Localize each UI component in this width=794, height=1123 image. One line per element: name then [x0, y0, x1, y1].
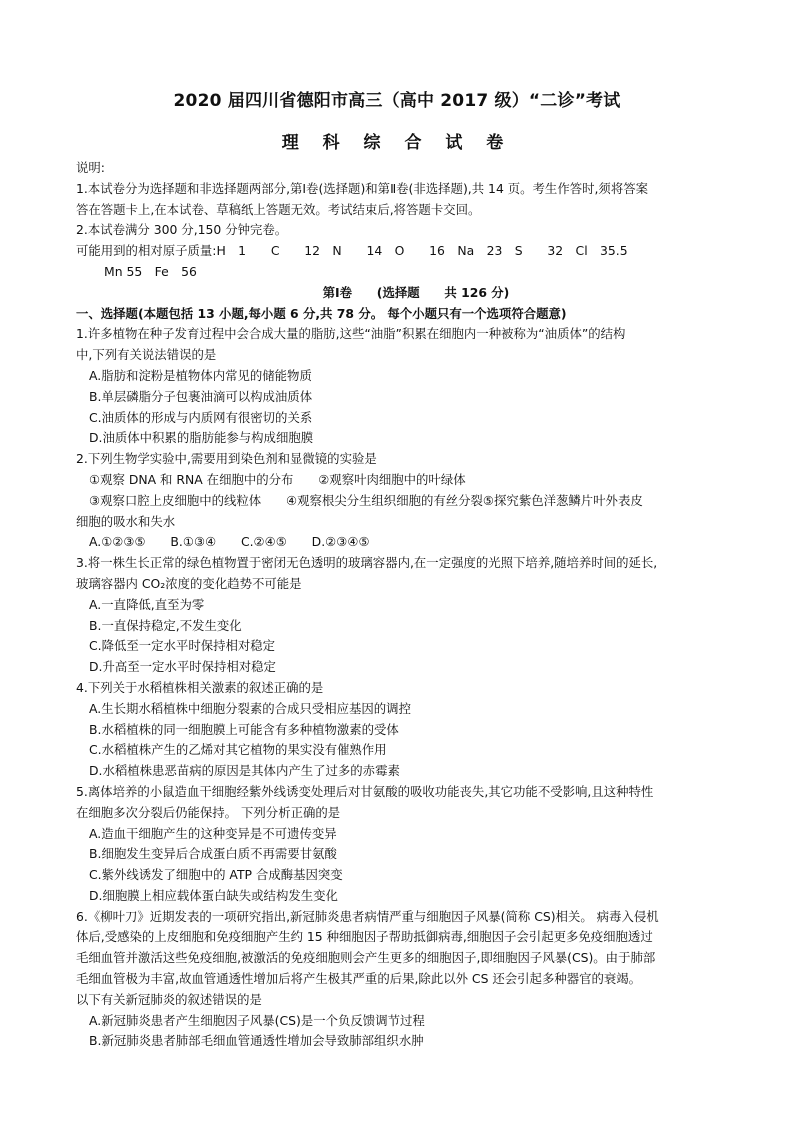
exam-subtitle: 理 科 综 合 试 卷 [281, 133, 513, 153]
q1-option-a: A.脂肪和淀粉是植物体内常见的储能物质 [89, 367, 312, 383]
atomic-mass-line-1: 可能用到的相对原子质量:H 1 C 12 N 14 O 16 Na 23 S 32 Cl 35.5 [76, 243, 628, 259]
q5-option-b: B.细胞发生变异后合成蛋白质不再需要甘氨酸 [89, 846, 337, 862]
note-1-line-1: 1.本试卷分为选择题和非选择题两部分,第Ⅰ卷(选择题)和第Ⅱ卷(非选择题),共 14 页。考生作答时,须将答案 [76, 180, 648, 196]
q3-option-a: A.一直降低,直至为零 [89, 596, 205, 612]
q2-items-line-2: ③观察口腔上皮细胞中的线粒体 ④观察根尖分生组织细胞的有丝分裂⑤探究紫色洋葱鳞片叶外表皮 [89, 492, 643, 508]
atomic-mass-line-2: Mn 55 Fe 56 [104, 263, 197, 279]
q2-stem: 2.下列生物学实验中,需要用到染色剂和显微镜的实验是 [76, 451, 377, 467]
q1-option-d: D.油质体中积累的脂肪能参与构成细胞膜 [89, 430, 314, 446]
q3-option-c: C.降低至一定水平时保持相对稳定 [89, 638, 276, 654]
q5-option-a: A.造血干细胞产生的这种变异是不可遗传变异 [89, 825, 337, 841]
note-1-line-2: 答在答题卡上,在本试卷、草稿纸上答题无效。考试结束后,将答题卡交回。 [76, 201, 481, 217]
q4-stem: 4.下列关于水稻植株相关激素的叙述正确的是 [76, 679, 324, 695]
q6-stem-line-5: 以下有关新冠肺炎的叙述错误的是 [76, 991, 262, 1007]
q4-option-a: A.生长期水稻植株中细胞分裂素的合成只受相应基因的调控 [89, 700, 411, 716]
q4-option-d: D.水稻植株患恶苗病的原因是其体内产生了过多的赤霉素 [89, 763, 400, 779]
q1-option-b: B.单层磷脂分子包裹油滴可以构成油质体 [89, 388, 313, 404]
q4-option-c: C.水稻植株产生的乙烯对其它植物的果实没有催熟作用 [89, 742, 387, 758]
note-2: 2.本试卷满分 300 分,150 分钟完卷。 [76, 222, 288, 238]
q4-option-b: B.水稻植株的同一细胞膜上可能含有多种植物激素的受体 [89, 721, 399, 737]
exam-body [76, 158, 756, 1052]
q2-items-line-3: 细胞的吸水和失水 [76, 513, 176, 529]
q3-option-d: D.升高至一定水平时保持相对稳定 [89, 659, 276, 675]
q6-stem-line-1: 6.《柳叶刀》近期发表的一项研究指出,新冠肺炎患者病情严重与细胞因子风暴(简称 CS)相关。 病毒入侵机 [76, 908, 659, 924]
q6-stem-line-3: 毛细血管并激活这些免疫细胞,被激活的免疫细胞则会产生更多的细胞因子,即细胞因子风暴(CS)。由于肺部 [76, 950, 656, 966]
q5-option-d: D.细胞膜上相应载体蛋白缺失或结构发生变化 [89, 887, 338, 903]
exam-title: 2020 届四川省德阳市高三（高中 2017 级）“二诊”考试 [173, 91, 621, 111]
q6-option-a: A.新冠肺炎患者产生细胞因子风暴(CS)是一个负反馈调节过程 [89, 1012, 425, 1028]
q1-stem-line-2: 中,下列有关说法错误的是 [76, 347, 217, 363]
part-one-instructions: 一、选择题(本题包括 13 小题,每小题 6 分,共 78 分。 每个小题只有一个选项符合题意) [76, 305, 567, 321]
q6-stem-line-4: 毛细血管极为丰富,故血管通透性增加后将产生极其严重的后果,除此以外 CS 还会引起多种器官的衰竭。 [76, 971, 642, 987]
q3-stem-line-1: 3.将一株生长正常的绿色植物置于密闭无色透明的玻璃容器内,在一定强度的光照下培养,随培养时间的延长, [76, 555, 658, 571]
q3-option-b: B.一直保持稳定,不发生变化 [89, 617, 242, 633]
q5-stem-line-2: 在细胞多次分裂后仍能保持。 下列分析正确的是 [76, 804, 341, 820]
notes-heading: 说明: [76, 160, 105, 175]
q1-option-c: C.油质体的形成与内质网有很密切的关系 [89, 409, 313, 425]
q3-stem-line-2: 玻璃容器内 CO₂浓度的变化趋势不可能是 [76, 575, 302, 591]
q5-option-c: C.紫外线诱发了细胞中的 ATP 合成酶基因突变 [89, 867, 343, 883]
q1-stem-line-1: 1.许多植物在种子发育过程中会合成大量的脂肪,这些“油脂”积累在细胞内一种被称为“油质体”的结构 [76, 326, 626, 342]
q2-options: A.①②③⑤ B.①③④ C.②④⑤ D.②③④⑤ [89, 534, 370, 550]
q2-items-line-1: ①观察 DNA 和 RNA 在细胞中的分布 ②观察叶肉细胞中的叶绿体 [89, 471, 466, 487]
section-heading: 第Ⅰ卷 (选择题 共 126 分) [322, 284, 510, 300]
q6-stem-line-2: 体后,受感染的上皮细胞和免疫细胞产生约 15 种细胞因子帮助抵御病毒,细胞因子会引起更多免疫细胞透过 [76, 929, 653, 945]
q5-stem-line-1: 5.离体培养的小鼠造血干细胞经紫外线诱变处理后对甘氨酸的吸收功能丧失,其它功能不受影响,且这种特性 [76, 783, 654, 799]
q6-option-b: B.新冠肺炎患者肺部毛细血管通透性增加会导致肺部组织水肿 [89, 1033, 424, 1049]
